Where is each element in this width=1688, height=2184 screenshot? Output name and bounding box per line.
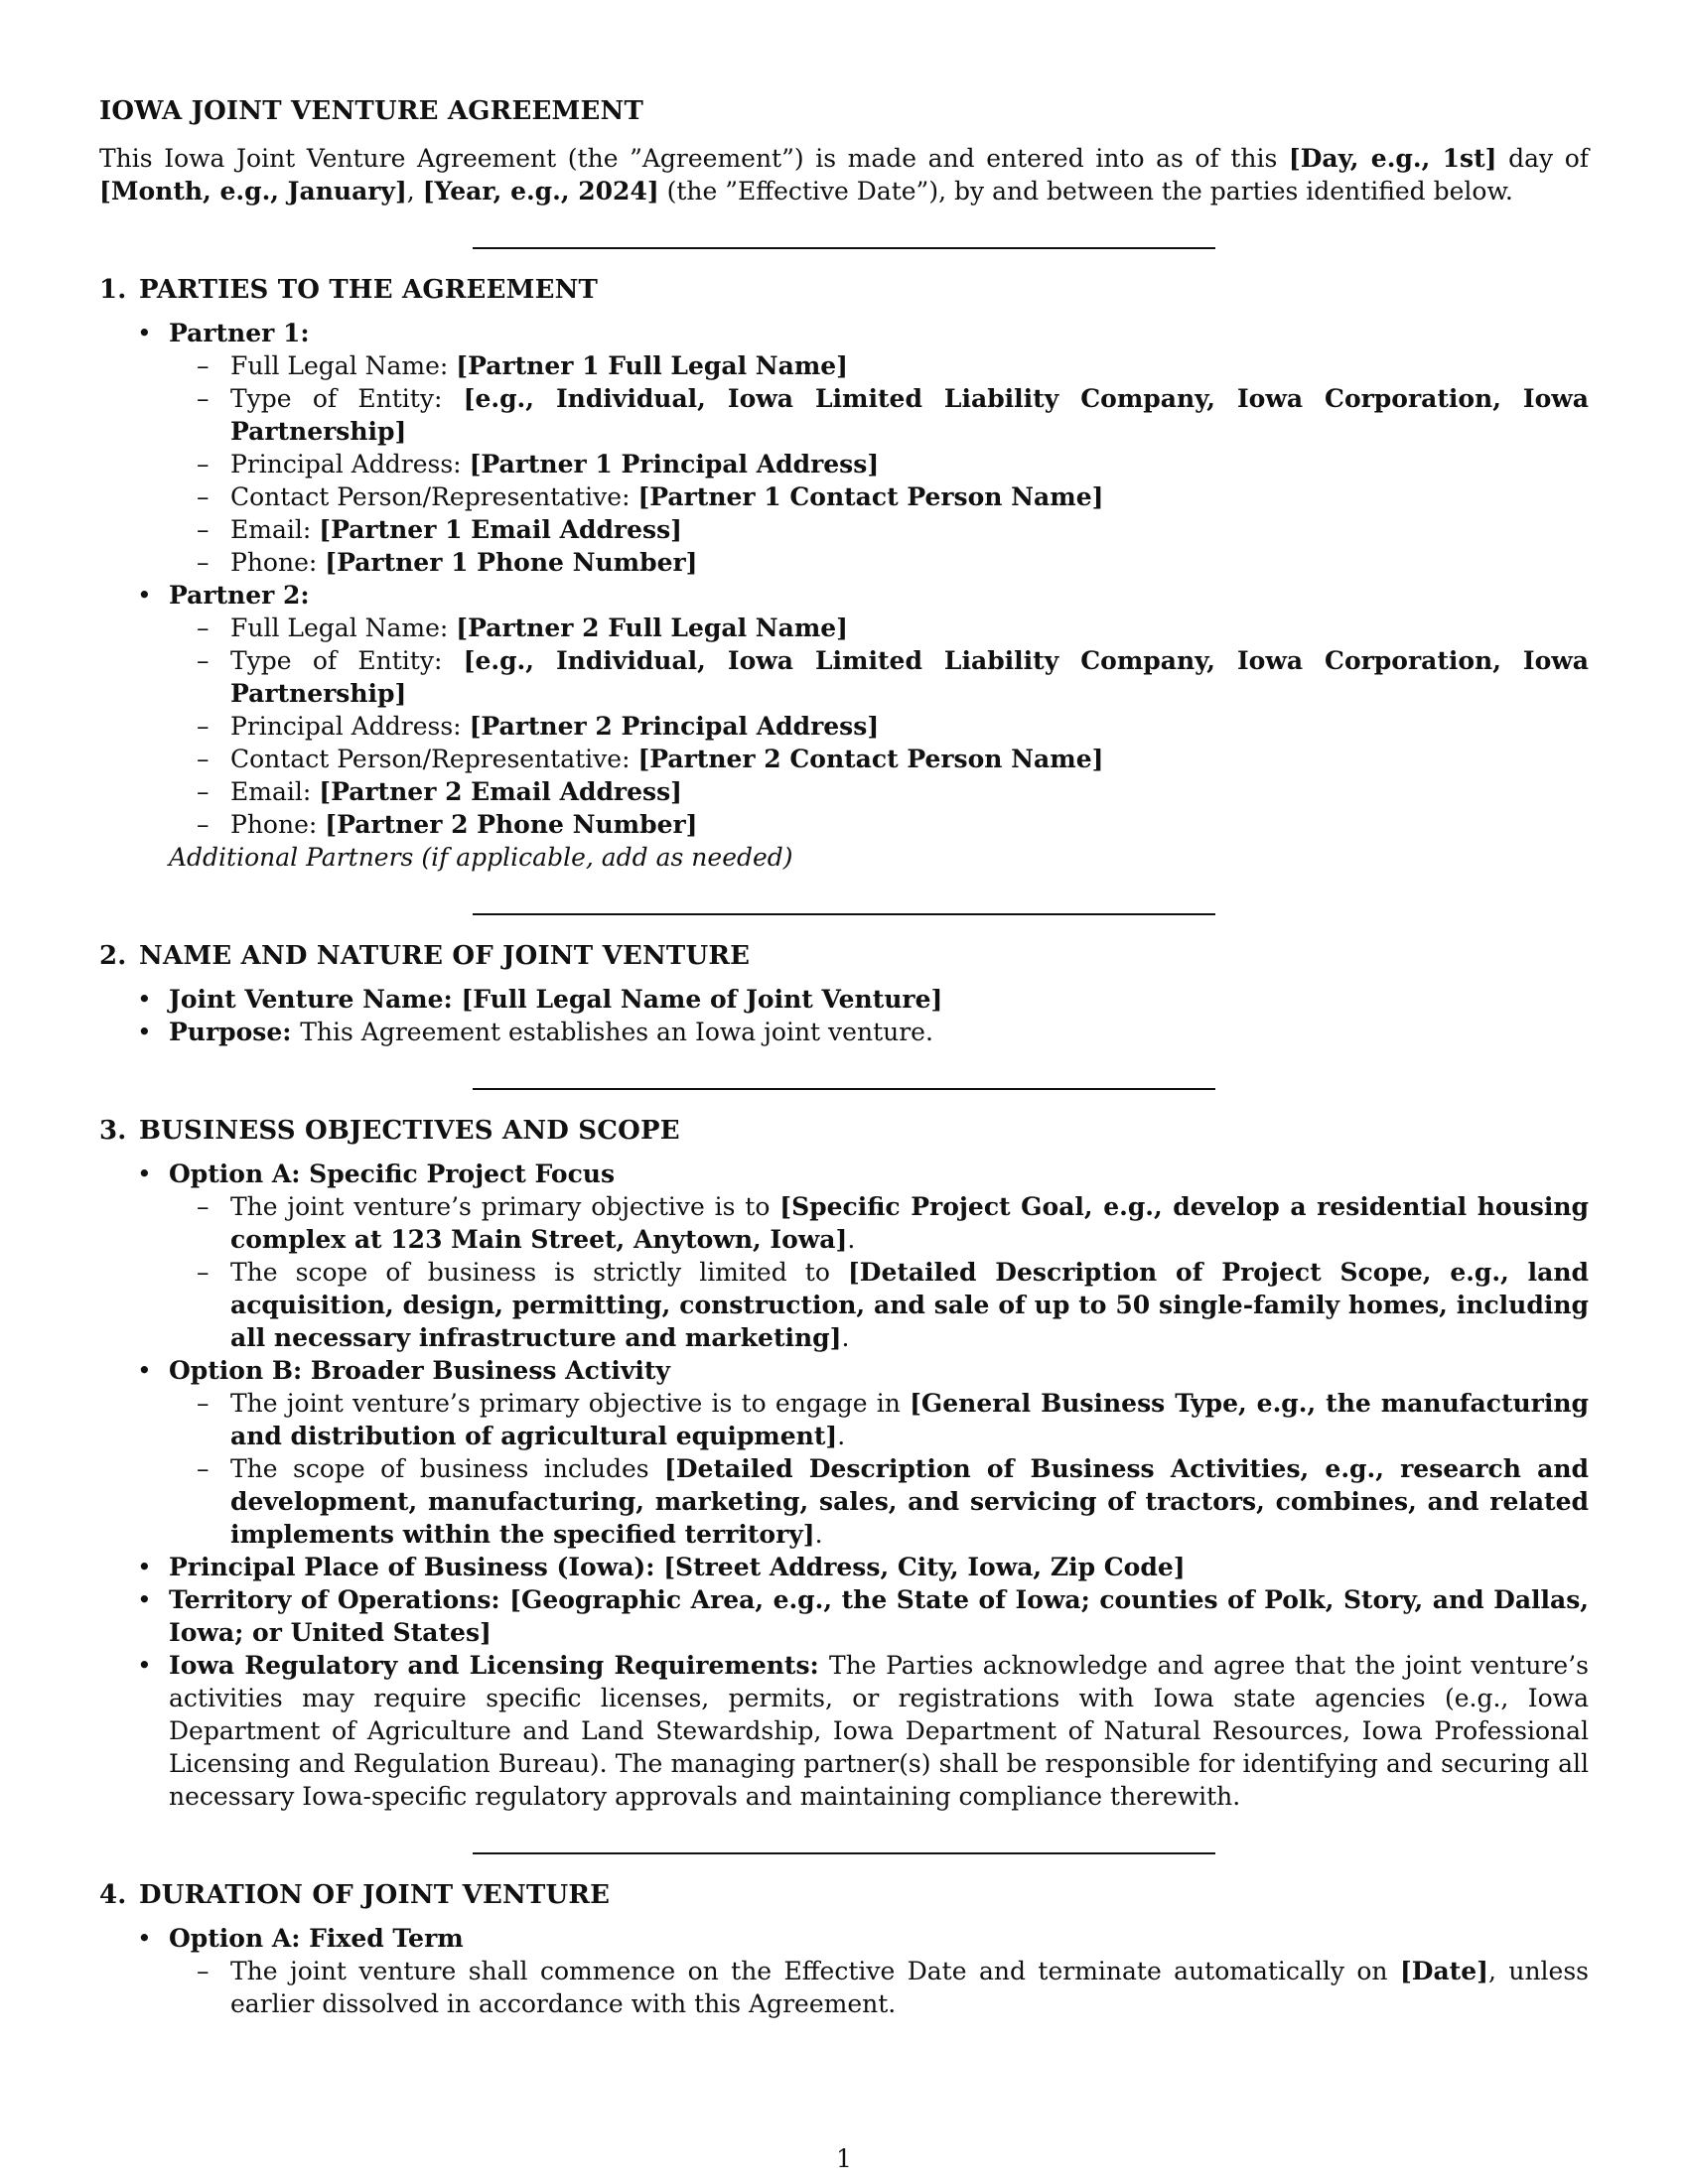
list-item: – Phone: [Partner 1 Phone Number] bbox=[169, 546, 1589, 579]
list-item: – The joint venture’s primary objective is to engage in [General Business Type, e.g., the manufacturing and distribution of agricultural equipment]. bbox=[169, 1387, 1589, 1452]
list-item: – The joint venture’s primary objective is to [Specific Project Goal, e.g., develop a residential housing complex at 123 Main Street, Anytown, Iowa]. bbox=[169, 1190, 1589, 1256]
section-divider bbox=[473, 1088, 1215, 1090]
list-item: – Principal Address: [Partner 1 Principal Address] bbox=[169, 448, 1589, 480]
option-b-item: • Option B: Broader Business Activity – The joint venture’s primary objective is to engage in [General Business Type, e.g., the manufacturing and distribution of agricultural equipment]. – The scope of business includes [Detailed Description of Business Activities, e.g., research and development, manufacturing, marketing, sales, and servicing of tractors, combines, and related implements within the specified territory]. bbox=[99, 1354, 1589, 1551]
day-placeholder: [Day, e.g., 1st] bbox=[1288, 144, 1497, 173]
section-3-heading: 3. BUSINESS OBJECTIVES AND SCOPE bbox=[99, 1116, 680, 1146]
month-placeholder: [Month, e.g., January] bbox=[99, 177, 407, 205]
section-4-list bbox=[99, 1922, 1589, 2020]
list-item: – Type of Entity: [e.g., Individual, Iowa Limited Liability Company, Iowa Corporation, Iowa Partnership] bbox=[169, 382, 1589, 448]
page-number: 1 bbox=[836, 2144, 852, 2173]
list-item: • Territory of Operations: [Geographic Area, e.g., the State of Iowa; counties of Polk, Story, and Dallas, Iowa; or United States] bbox=[99, 1583, 1589, 1649]
section-divider bbox=[473, 1852, 1215, 1854]
list-item: – The scope of business is strictly limited to [Detailed Description of Project Scope, e.g., land acquisition, design, permitting, construction, and sale of up to 50 single-family homes, including all necessary infrastructure and marketing]. bbox=[169, 1256, 1589, 1354]
section-1-list bbox=[99, 317, 1589, 841]
intro-paragraph: This Iowa Joint Venture Agreement (the ”Agreement”) is made and entered into as of this [Day, e.g., 1st] day of [Month, e.g., January], [Year, e.g., 2024] (the ”Effective Date”), by and between the parties identified below. bbox=[99, 144, 1590, 205]
section-divider bbox=[473, 247, 1215, 249]
additional-partners-note: Additional Partners (if applicable, add as needed) bbox=[169, 843, 793, 872]
list-item: – The joint venture shall commence on the Effective Date and terminate automatically on [Date], unless earlier dissolved in accordance with this Agreement. bbox=[169, 1955, 1589, 2020]
list-item: – The scope of business includes [Detailed Description of Business Activities, e.g., research and development, manufacturing, marketing, sales, and servicing of tractors, combines, and related implements within the specified territory]. bbox=[169, 1452, 1589, 1551]
list-item: – Principal Address: [Partner 2 Principal Address] bbox=[169, 710, 1589, 743]
partner-1-item: • Partner 1: – Full Legal Name: [Partner 1 Full Legal Name] – Type of Entity: [e.g., Individual, Iowa Limited Liability Company, Iowa Corporation, Iowa Partnership] – Principal Address: [Partner 1 Principal Address] – Contact Person/Representative: [Partner 1 Contact Person Name] – Email: [Partner 1 Email Address] – Phone: [Partner 1 Phone Number] bbox=[99, 317, 1589, 579]
section-3-list bbox=[99, 1158, 1589, 1813]
list-item: • Joint Venture Name: [Full Legal Name of Joint Venture] bbox=[99, 983, 1589, 1016]
partner-2-item: • Partner 2: – Full Legal Name: [Partner 2 Full Legal Name] – Type of Entity: [e.g., Individual, Iowa Limited Liability Company, Iowa Corporation, Iowa Partnership] – Principal Address: [Partner 2 Principal Address] – Contact Person/Representative: [Partner 2 Contact Person Name] – Email: [Partner 2 Email Address] – Phone: [Partner 2 Phone Number] bbox=[99, 579, 1589, 841]
document-page bbox=[99, 95, 1589, 2020]
section-2-heading: 2. NAME AND NATURE OF JOINT VENTURE bbox=[99, 941, 751, 971]
list-item: – Phone: [Partner 2 Phone Number] bbox=[169, 808, 1589, 841]
list-item: • Principal Place of Business (Iowa): [Street Address, City, Iowa, Zip Code] bbox=[99, 1551, 1589, 1583]
list-item: • Purpose: This Agreement establishes an Iowa joint venture. bbox=[99, 1016, 1589, 1048]
section-4-heading: 4. DURATION OF JOINT VENTURE bbox=[99, 1880, 611, 1910]
document-title: IOWA JOINT VENTURE AGREEMENT bbox=[99, 96, 644, 126]
list-item: – Contact Person/Representative: [Partner 2 Contact Person Name] bbox=[169, 743, 1589, 775]
list-item: – Contact Person/Representative: [Partner 1 Contact Person Name] bbox=[169, 480, 1589, 513]
section-1-heading: 1. PARTIES TO THE AGREEMENT bbox=[99, 275, 599, 305]
section-divider bbox=[473, 913, 1215, 915]
list-item: – Email: [Partner 1 Email Address] bbox=[169, 513, 1589, 546]
option-a-item: • Option A: Specific Project Focus – The joint venture’s primary objective is to [Specific Project Goal, e.g., develop a residential housing complex at 123 Main Street, Anytown, Iowa]. – The scope of business is strictly limited to [Detailed Description of Project Scope, e.g., land acquisition, design, permitting, construction, and sale of up to 50 single-family homes, including all necessary infrastructure and marketing]. bbox=[99, 1158, 1589, 1354]
list-item: – Full Legal Name: [Partner 2 Full Legal Name] bbox=[169, 612, 1589, 644]
list-item: – Email: [Partner 2 Email Address] bbox=[169, 775, 1589, 808]
option-a-item: • Option A: Fixed Term – The joint venture shall commence on the Effective Date and terminate automatically on [Date], unless earlier dissolved in accordance with this Agreement. bbox=[99, 1922, 1589, 2020]
list-item: – Type of Entity: [e.g., Individual, Iowa Limited Liability Company, Iowa Corporation, Iowa Partnership] bbox=[169, 644, 1589, 710]
list-item: – Full Legal Name: [Partner 1 Full Legal Name] bbox=[169, 349, 1589, 382]
list-item: • Iowa Regulatory and Licensing Requirements: The Parties acknowledge and agree that the joint venture’s activities may require specific licenses, permits, or registrations with Iowa state agencies (e.g., Iowa Department of Agriculture and Land Stewardship, Iowa Department of Natural Resources, Iowa Professional Licensing and Regulation Bureau). The managing partner(s) shall be responsible for identifying and securing all necessary Iowa-specific regulatory approvals and maintaining compliance therewith. bbox=[99, 1649, 1589, 1813]
section-2-list bbox=[99, 983, 1589, 1048]
year-placeholder: [Year, e.g., 2024] bbox=[422, 177, 659, 205]
